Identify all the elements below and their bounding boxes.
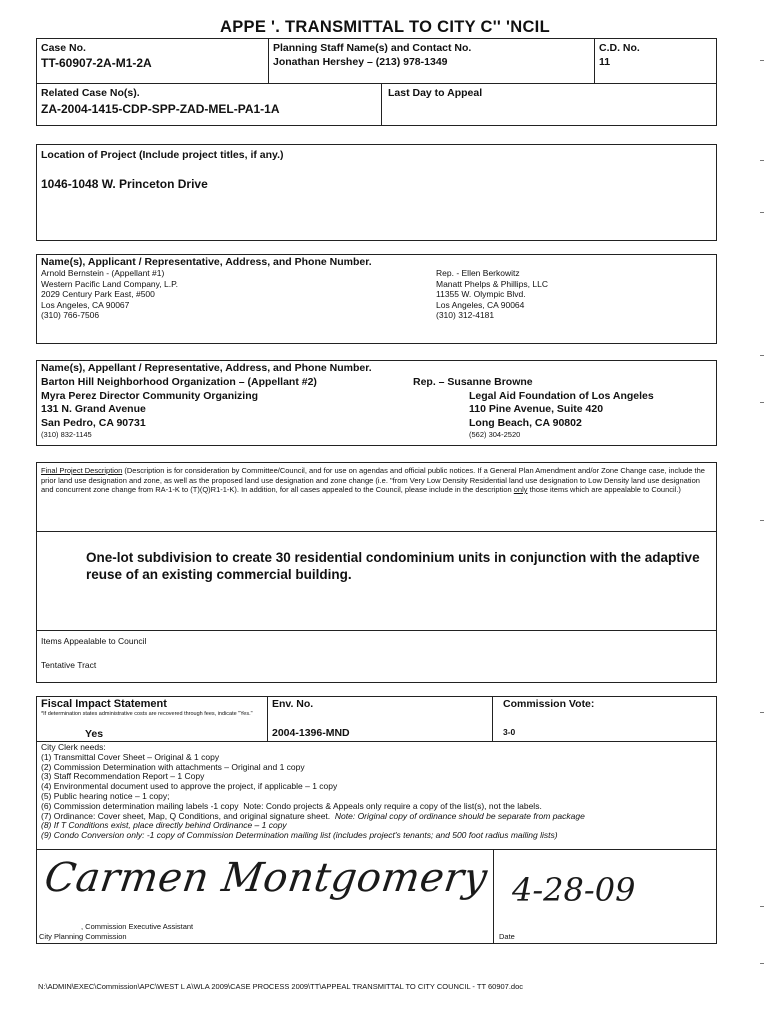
clerk-item: (4) Environmental document used to approve the project, if applicable – 1 copy — [41, 781, 338, 792]
scan-mark — [760, 712, 764, 713]
description-only: only — [513, 485, 528, 494]
clerk-section — [36, 741, 717, 850]
applicant-line: Los Angeles, CA 90067 — [41, 299, 130, 310]
description-text: One-lot subdivision to create 30 residential condominium units in conjunction with the adaptive reuse of an existing commercial building. — [86, 550, 700, 582]
appellant-rep-phone: (562) 304-2520 — [469, 430, 521, 439]
location-value: 1046-1048 W. Princeton Drive — [41, 177, 208, 191]
case-no-label: Case No. — [41, 42, 86, 54]
applicant-label: Name(s), Applicant / Representative, Address, and Phone Number. — [41, 256, 372, 268]
signature-handwriting: Carmen Montgomery — [41, 855, 491, 901]
scan-mark — [760, 520, 764, 521]
description-instruction-end: those items which are appealable to Council.) — [527, 485, 681, 494]
cd-cell — [594, 38, 717, 84]
applicant-section — [36, 254, 717, 344]
appellant-rep-line: 110 Pine Avenue, Suite 420 — [469, 403, 604, 415]
fiscal-label: Fiscal Impact Statement — [41, 698, 167, 710]
last-day-cell — [381, 83, 717, 126]
staff-label: Planning Staff Name(s) and Contact No. — [273, 42, 472, 54]
applicant-rep-line: Rep. - Ellen Berkowitz — [436, 268, 520, 278]
applicant-line: Western Pacific Land Company, L.P. — [41, 278, 179, 289]
signature-cell — [36, 849, 494, 944]
scan-mark — [760, 355, 764, 356]
appellant-line: San Pedro, CA 90731 — [41, 416, 146, 429]
case-no-value: TT-60907-2A-M1-2A — [41, 56, 152, 70]
cd-label: C.D. No. — [599, 42, 640, 54]
applicant-rep-line: (310) 312-4181 — [436, 310, 495, 320]
date-label: Date — [499, 932, 515, 941]
appellant-rep-line: Long Beach, CA 90802 — [469, 416, 582, 429]
description-section — [36, 462, 717, 631]
applicant-right — [436, 268, 548, 321]
applicant-rep-line: Los Angeles, CA 90064 — [436, 299, 525, 310]
staff-value: Jonathan Hershey – (213) 978-1349 — [273, 56, 448, 68]
clerk-list — [41, 743, 585, 841]
appellant-line: 131 N. Grand Avenue — [41, 403, 146, 415]
fiscal-cell — [36, 696, 268, 742]
description-heading: Final Project Description — [41, 466, 123, 475]
location-section — [36, 144, 717, 241]
appealable-section — [36, 630, 717, 683]
appellant-rep-line: Legal Aid Foundation of Los Angeles — [469, 389, 654, 402]
appellant-line: Myra Perez Director Community Organizing — [41, 389, 259, 402]
appellant-phone: (310) 832-1145 — [41, 430, 92, 439]
date-cell — [493, 849, 717, 944]
case-no-cell — [36, 38, 269, 84]
applicant-left — [41, 268, 178, 321]
env-cell — [267, 696, 493, 742]
clerk-item-6: (6) Commission determination mailing labels -1 copy — [41, 800, 239, 811]
clerk-item: (1) Transmittal Cover Sheet – Original & 1 copy — [41, 751, 220, 762]
cd-value: 11 — [599, 56, 611, 68]
appellant-rep-name: Rep. – Susanne Browne — [413, 376, 533, 388]
last-day-label: Last Day to Appeal — [388, 87, 483, 99]
applicant-rep-line: 11355 W. Olympic Blvd. — [436, 289, 526, 299]
appellant-left — [41, 376, 317, 440]
date-handwriting: 4-28-09 — [512, 871, 636, 909]
scan-mark — [760, 60, 764, 61]
fiscal-note: *If determination states administrative costs are recovered through fees, indicate "Yes." — [41, 711, 253, 717]
staff-cell — [268, 38, 595, 84]
applicant-line: 2029 Century Park East, #500 — [41, 289, 155, 299]
applicant-line: (310) 766-7506 — [41, 310, 100, 320]
applicant-line: Arnold Bernstein - (Appellant #1) — [41, 268, 165, 278]
fiscal-value: Yes — [85, 728, 104, 740]
description-instruction-text: (Description is for consideration by Committee/Council, and for use on agendas and official public notices. If a General Plan Amendment and/or Zone Change case, include the prior land use designation and zone, as well as the proposed land use designation and zone change (i.e. "from Very Low Density Residential land use designation to Low Density land use designation and concurrent zone change from RA-1-K to (T)(Q)R1-1-K). In addition, for all cases appealed to the Council, please include in the description — [41, 466, 705, 494]
appealable-value: Tentative Tract — [41, 660, 97, 670]
applicant-rep-line: Manatt Phelps & Phillips, LLC — [436, 278, 548, 289]
clerk-item: (8) If T Conditions exist, place directly behind Ordinance – 1 copy — [41, 820, 287, 831]
description-instructions — [41, 466, 711, 495]
scan-mark — [760, 212, 764, 213]
signature-title: , Commission Executive Assistant — [81, 922, 194, 931]
vote-value: 3-0 — [503, 727, 516, 737]
env-value: 2004-1396-MND — [272, 727, 350, 739]
appellant-right — [469, 390, 654, 440]
appellant-line: Barton Hill Neighborhood Organization – (Appellant #2) — [41, 376, 317, 388]
vote-cell — [492, 696, 717, 742]
description-divider — [37, 531, 716, 532]
location-label: Location of Project (Include project titles, if any.) — [41, 149, 284, 161]
vote-label: Commission Vote: — [503, 698, 595, 710]
clerk-heading: City Clerk needs: — [41, 742, 106, 752]
scan-mark — [760, 906, 764, 907]
footer-file-path: N:\ADMIN\EXEC\Commission\APC\WEST L A\WLA 2009\CASE PROCESS 2009\TT\APPEAL TRANSMITTAL TO CITY COUNCIL - TT 60907.doc — [38, 982, 524, 991]
page-title: APPE '. TRANSMITTAL TO CITY C'' 'NCIL — [220, 18, 550, 36]
related-cell — [36, 83, 382, 126]
scan-mark — [760, 402, 764, 403]
clerk-item-7-note: Note: Original copy of ordinance should be separate from package — [334, 810, 585, 821]
clerk-item: (5) Public hearing notice – 1 copy; — [41, 790, 170, 801]
scan-mark — [760, 963, 764, 964]
signature-org: City Planning Commission — [39, 932, 127, 941]
related-label: Related Case No(s). — [41, 87, 140, 99]
clerk-item: (3) Staff Recommendation Report – 1 Copy — [41, 771, 205, 782]
clerk-item-6-note: Note: Condo projects & Appeals only require a copy of the list(s), not the labels. — [243, 800, 542, 811]
related-value: ZA-2004-1415-CDP-SPP-ZAD-MEL-PA1-1A — [41, 102, 280, 116]
clerk-item: (2) Commission Determination with attachments – Original and 1 copy — [41, 761, 305, 772]
appellant-section — [36, 360, 717, 446]
clerk-item-7: (7) Ordinance: Cover sheet, Map, Q Conditions, and original signature sheet. — [41, 810, 331, 821]
clerk-item: (9) Condo Conversion only: -1 copy of Commission Determination mailing list (includes project's tenants; and 500 foot radius mailing lists) — [41, 830, 558, 841]
appellant-label: Name(s), Appellant / Representative, Address, and Phone Number. — [41, 362, 372, 374]
env-label: Env. No. — [272, 698, 314, 710]
appealable-label: Items Appealable to Council — [41, 636, 147, 646]
scan-mark — [760, 160, 764, 161]
